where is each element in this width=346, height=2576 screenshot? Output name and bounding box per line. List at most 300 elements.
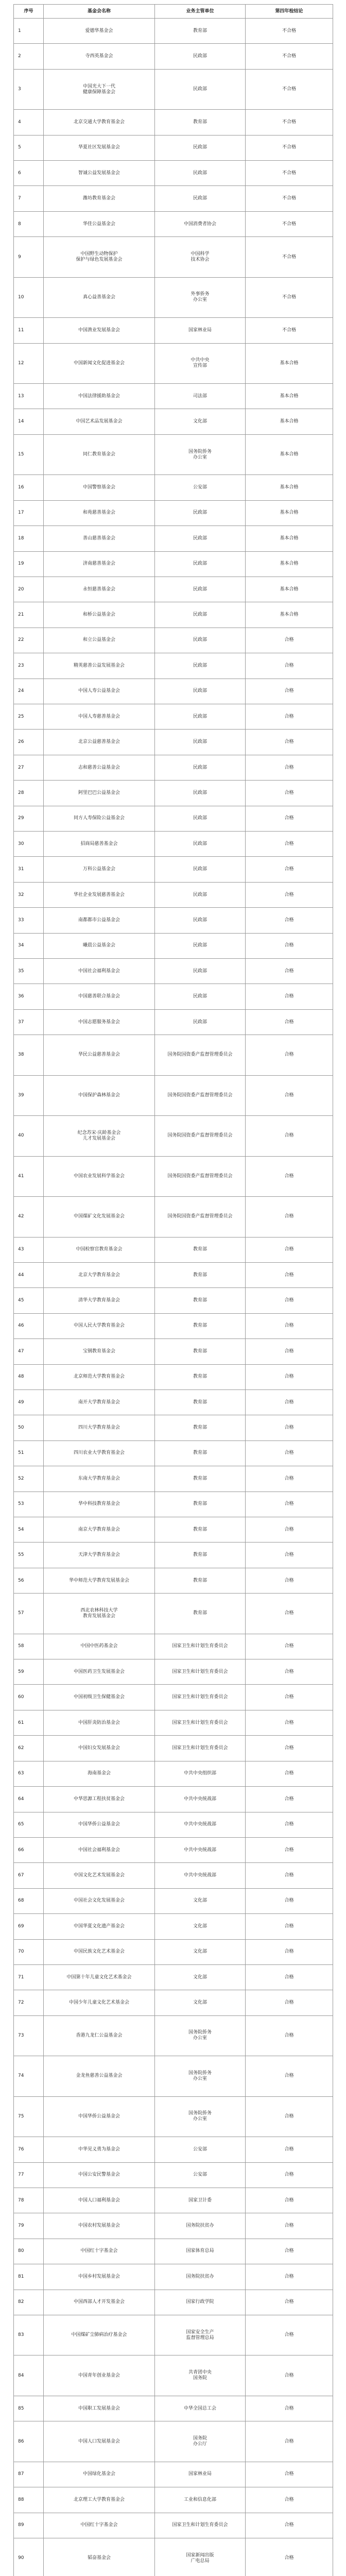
supervising-unit: 民政部 (155, 628, 246, 653)
row-number: 13 (14, 384, 44, 409)
foundation-name: 中国社会福利基金会 (44, 959, 155, 984)
inspection-result: 合格 (246, 2462, 333, 2487)
supervising-unit: 教育部 (155, 1389, 246, 1415)
inspection-result: 合格 (246, 984, 333, 1009)
row-number: 22 (14, 628, 44, 653)
supervising-unit: 民政部 (155, 161, 246, 186)
inspection-result: 合格 (246, 2538, 333, 2576)
row-number: 45 (14, 1288, 44, 1313)
table-row (14, 1492, 333, 1517)
row-number: 14 (14, 409, 44, 434)
inspection-result: 基本合格 (246, 526, 333, 551)
table-row (14, 1568, 333, 1593)
supervising-unit: 中共中央组织部 (155, 1761, 246, 1786)
table-row (14, 1364, 333, 1389)
foundation-name: 中国煤矿文化发展基金会 (44, 1197, 155, 1237)
table-row (14, 277, 333, 317)
row-number: 29 (14, 806, 44, 831)
row-number: 34 (14, 933, 44, 958)
supervising-unit: 民政部 (155, 857, 246, 882)
foundation-name: 北京交通大学教育基金会 (44, 110, 155, 135)
supervising-unit: 国家卫生和计划生育委员会 (155, 1659, 246, 1685)
table-row (14, 1939, 333, 1964)
table-row (14, 1736, 333, 1761)
supervising-unit: 文化部 (155, 1964, 246, 1990)
row-number: 12 (14, 343, 44, 383)
row-number: 11 (14, 318, 44, 343)
foundation-name: 华中师范大学教育发展基金会 (44, 1568, 155, 1593)
foundation-name: 东南大学教育基金会 (44, 1466, 155, 1492)
row-number: 52 (14, 1466, 44, 1492)
row-number: 74 (14, 2056, 44, 2096)
supervising-unit: 民政部 (155, 500, 246, 526)
row-number: 75 (14, 2096, 44, 2137)
foundation-name: 志和慈善公益基金会 (44, 755, 155, 780)
foundation-name: 南京大学教育基金会 (44, 1517, 155, 1543)
row-number: 10 (14, 277, 44, 317)
table-row (14, 161, 333, 186)
row-number: 3 (14, 69, 44, 109)
inspection-result: 不合格 (246, 110, 333, 135)
inspection-result: 合格 (246, 1812, 333, 1837)
foundation-name: 中国警察基金会 (44, 475, 155, 500)
row-number: 84 (14, 2355, 44, 2396)
inspection-result: 不合格 (246, 211, 333, 236)
row-number: 87 (14, 2462, 44, 2487)
inspection-result: 合格 (246, 1440, 333, 1466)
table-row (14, 1914, 333, 1939)
supervising-unit: 民政部 (155, 781, 246, 806)
row-number: 76 (14, 2137, 44, 2162)
inspection-result: 合格 (246, 2264, 333, 2290)
supervising-unit: 教育部 (155, 19, 246, 44)
table-row (14, 186, 333, 211)
inspection-result: 合格 (246, 1990, 333, 2015)
row-number: 62 (14, 1736, 44, 1761)
inspection-result: 合格 (246, 1736, 333, 1761)
inspection-result: 合格 (246, 1389, 333, 1415)
inspection-result: 合格 (246, 1517, 333, 1543)
foundation-name: 潍坊教育基金会 (44, 186, 155, 211)
supervising-unit: 公安部 (155, 2137, 246, 2162)
foundation-name: 北京师范大学教育基金会 (44, 1364, 155, 1389)
foundation-name: 中国农村发展基金会 (44, 2213, 155, 2239)
inspection-result: 合格 (246, 2513, 333, 2538)
table-row (14, 1964, 333, 1990)
table-row (14, 1339, 333, 1364)
inspection-result: 合格 (246, 2355, 333, 2396)
inspection-result: 基本合格 (246, 384, 333, 409)
foundation-name: 爱德华基金会 (44, 19, 155, 44)
supervising-unit: 教育部 (155, 1237, 246, 1262)
supervising-unit: 司法部 (155, 384, 246, 409)
supervising-unit: 国家行政学院 (155, 2290, 246, 2315)
foundation-name: 香港九龙仁公益基金会 (44, 2015, 155, 2056)
inspection-result: 合格 (246, 1964, 333, 1990)
row-number: 58 (14, 1634, 44, 1659)
inspection-result: 合格 (246, 1288, 333, 1313)
foundation-name: 中国医药卫生发展基金会 (44, 1659, 155, 1685)
supervising-unit: 中共中央 宣传部 (155, 343, 246, 383)
inspection-result: 合格 (246, 679, 333, 704)
foundation-name: 金龙鱼慈善公益基金会 (44, 2056, 155, 2096)
inspection-result: 基本合格 (246, 577, 333, 602)
foundation-name: 宝钢教育基金会 (44, 1339, 155, 1364)
supervising-unit: 公安部 (155, 475, 246, 500)
supervising-unit: 教育部 (155, 1466, 246, 1492)
supervising-unit: 文化部 (155, 1914, 246, 1939)
table-row (14, 384, 333, 409)
supervising-unit: 教育部 (155, 1288, 246, 1313)
row-number: 64 (14, 1787, 44, 1812)
foundation-name: 真心益善基金会 (44, 277, 155, 317)
table-row (14, 2015, 333, 2056)
supervising-unit: 民政部 (155, 806, 246, 831)
foundation-name: 万科公益基金会 (44, 857, 155, 882)
supervising-unit: 国务院扶贫办 (155, 2213, 246, 2239)
table-row (14, 2462, 333, 2487)
inspection-result: 合格 (246, 2056, 333, 2096)
row-number: 2 (14, 44, 44, 69)
supervising-unit: 国家体育总局 (155, 2239, 246, 2264)
foundation-name: 中国人寿慈善基金会 (44, 704, 155, 729)
table-row (14, 832, 333, 857)
table-row (14, 318, 333, 343)
inspection-result: 合格 (246, 959, 333, 984)
inspection-result: 合格 (246, 1237, 333, 1262)
foundation-name: 中国初级卫生保健基金会 (44, 1685, 155, 1710)
row-number: 21 (14, 602, 44, 628)
inspection-result: 基本合格 (246, 551, 333, 577)
inspection-result: 合格 (246, 1594, 333, 1634)
row-number: 70 (14, 1939, 44, 1964)
table-row (14, 679, 333, 704)
row-number: 83 (14, 2315, 44, 2355)
supervising-unit: 国家卫生和计划生育委员会 (155, 1710, 246, 1735)
table-row (14, 730, 333, 755)
supervising-unit: 国家林业局 (155, 318, 246, 343)
table-row (14, 1837, 333, 1862)
inspection-result: 不合格 (246, 69, 333, 109)
row-number: 44 (14, 1262, 44, 1287)
foundation-name: 西北农林科技大学 教育发展基金会 (44, 1594, 155, 1634)
row-number: 46 (14, 1313, 44, 1338)
inspection-result: 不合格 (246, 237, 333, 277)
table-row (14, 1313, 333, 1338)
supervising-unit: 国务院侨务 办公室 (155, 434, 246, 474)
inspection-result: 不合格 (246, 186, 333, 211)
supervising-unit: 共青团中央 国务院 (155, 2355, 246, 2396)
table-row (14, 69, 333, 109)
foundation-name: 同方人寿保险公益基金会 (44, 806, 155, 831)
foundation-name: 四川农业大学教育基金会 (44, 1440, 155, 1466)
supervising-unit: 文化部 (155, 1888, 246, 1913)
row-number: 89 (14, 2513, 44, 2538)
supervising-unit: 中国消费者协会 (155, 211, 246, 236)
supervising-unit: 公安部 (155, 2162, 246, 2188)
row-number: 41 (14, 1156, 44, 1196)
supervising-unit: 民政部 (155, 602, 246, 628)
supervising-unit: 国务院侨务 办公室 (155, 2056, 246, 2096)
foundation-name: 天津大学教育基金会 (44, 1543, 155, 1568)
inspection-result: 合格 (246, 933, 333, 958)
table-row (14, 1075, 333, 1115)
table-row (14, 211, 333, 236)
foundation-name: 中国华夏文化遗产基金会 (44, 1914, 155, 1939)
row-number: 27 (14, 755, 44, 780)
inspection-result: 合格 (246, 2396, 333, 2421)
inspection-result: 合格 (246, 2096, 333, 2137)
supervising-unit: 教育部 (155, 1568, 246, 1593)
table-row (14, 1262, 333, 1287)
supervising-unit: 教育部 (155, 1339, 246, 1364)
supervising-unit: 国务院国资委产监督管理委员会 (155, 1075, 246, 1115)
supervising-unit: 民政部 (155, 730, 246, 755)
supervising-unit: 教育部 (155, 1313, 246, 1338)
table-row (14, 908, 333, 933)
foundation-name: 中国中医药基金会 (44, 1634, 155, 1659)
supervising-unit: 民政部 (155, 679, 246, 704)
foundation-name: 中国新闻文化促进基金会 (44, 343, 155, 383)
inspection-result: 合格 (246, 2015, 333, 2056)
header-no: 序号 (14, 5, 44, 19)
foundation-name: 中国第十年儿童文化艺术基金会 (44, 1964, 155, 1990)
row-number: 4 (14, 110, 44, 135)
supervising-unit: 民政部 (155, 135, 246, 160)
inspection-result: 合格 (246, 1710, 333, 1735)
row-number: 42 (14, 1197, 44, 1237)
table-row (14, 1288, 333, 1313)
row-number: 67 (14, 1863, 44, 1888)
inspection-result: 合格 (246, 2239, 333, 2264)
row-number: 1 (14, 19, 44, 44)
row-number: 80 (14, 2239, 44, 2264)
row-number: 59 (14, 1659, 44, 1685)
inspection-result: 合格 (246, 1116, 333, 1156)
foundation-name: 同仁教育基金会 (44, 434, 155, 474)
row-number: 51 (14, 1440, 44, 1466)
row-number: 33 (14, 908, 44, 933)
row-number: 90 (14, 2538, 44, 2576)
foundation-name: 永恒慈善基金会 (44, 577, 155, 602)
table-row (14, 577, 333, 602)
row-number: 78 (14, 2188, 44, 2213)
foundation-name: 南都都市公益基金会 (44, 908, 155, 933)
foundation-name: 中国人民大学教育基金会 (44, 1313, 155, 1338)
supervising-unit: 民政部 (155, 704, 246, 729)
row-number: 79 (14, 2213, 44, 2239)
table-row (14, 2056, 333, 2096)
table-row (14, 1197, 333, 1237)
foundation-name: 中国乡村发展基金会 (44, 2264, 155, 2290)
inspection-result: 合格 (246, 2315, 333, 2355)
supervising-unit: 中共中央统战部 (155, 1787, 246, 1812)
table-row (14, 806, 333, 831)
table-row (14, 1888, 333, 1913)
inspection-result: 基本合格 (246, 475, 333, 500)
table-row (14, 1517, 333, 1543)
supervising-unit: 民政部 (155, 526, 246, 551)
foundation-name: 中国煤矿尘肺病治疗基金会 (44, 2315, 155, 2355)
supervising-unit: 国家卫生和计划生育委员会 (155, 1634, 246, 1659)
supervising-unit: 民政部 (155, 186, 246, 211)
table-row (14, 2355, 333, 2396)
inspection-result: 合格 (246, 1415, 333, 1440)
table-row (14, 704, 333, 729)
supervising-unit: 国家卫计委 (155, 2188, 246, 2213)
inspection-result: 合格 (246, 2421, 333, 2462)
row-number: 77 (14, 2162, 44, 2188)
foundation-name: 中国法律援助基金会 (44, 384, 155, 409)
foundation-name: 中国人寿公益基金会 (44, 679, 155, 704)
supervising-unit: 国务院扶贫办 (155, 2264, 246, 2290)
inspection-result: 合格 (246, 1262, 333, 1287)
inspection-result: 合格 (246, 1787, 333, 1812)
inspection-result: 基本合格 (246, 343, 333, 383)
foundation-name: 中国人口福利基金会 (44, 2188, 155, 2213)
inspection-result: 合格 (246, 882, 333, 907)
row-number: 88 (14, 2487, 44, 2513)
row-number: 71 (14, 1964, 44, 1990)
table-row (14, 1659, 333, 1685)
supervising-unit: 国家卫生和计划生育委员会 (155, 1736, 246, 1761)
row-number: 19 (14, 551, 44, 577)
table-row (14, 2162, 333, 2188)
row-number: 55 (14, 1543, 44, 1568)
row-number: 9 (14, 237, 44, 277)
foundation-name: 中国渔业发展基金会 (44, 318, 155, 343)
inspection-result: 合格 (246, 730, 333, 755)
inspection-result: 合格 (246, 653, 333, 679)
table-row (14, 2239, 333, 2264)
foundation-name: 中国社会福利基金会 (44, 1837, 155, 1862)
table-row (14, 1761, 333, 1786)
table-row (14, 19, 333, 44)
foundation-name: 纪念苏宋·庆龄基金会 儿才发展基金会 (44, 1116, 155, 1156)
table-row (14, 409, 333, 434)
supervising-unit: 国务院侨务 办公室 (155, 2015, 246, 2056)
table-row (14, 44, 333, 69)
supervising-unit: 民政部 (155, 551, 246, 577)
supervising-unit: 教育部 (155, 1262, 246, 1287)
row-number: 81 (14, 2264, 44, 2290)
inspection-result: 合格 (246, 1075, 333, 1115)
row-number: 40 (14, 1116, 44, 1156)
supervising-unit: 民政部 (155, 882, 246, 907)
row-number: 37 (14, 1009, 44, 1035)
supervising-unit: 民政部 (155, 908, 246, 933)
row-number: 8 (14, 211, 44, 236)
inspection-result: 合格 (246, 1313, 333, 1338)
supervising-unit: 国务院 办公厅 (155, 2421, 246, 2462)
inspection-result: 不合格 (246, 318, 333, 343)
table-row (14, 1466, 333, 1492)
supervising-unit: 中共中央统战部 (155, 1812, 246, 1837)
supervising-unit: 国家卫生和计划生育委员会 (155, 2513, 246, 2538)
table-row (14, 1389, 333, 1415)
row-number: 5 (14, 135, 44, 160)
supervising-unit: 中共中央统战部 (155, 1863, 246, 1888)
inspection-result: 不合格 (246, 135, 333, 160)
table-row (14, 343, 333, 383)
inspection-result: 合格 (246, 704, 333, 729)
inspection-result: 基本合格 (246, 500, 333, 526)
table-row (14, 2513, 333, 2538)
inspection-result: 合格 (246, 1914, 333, 1939)
table-row (14, 628, 333, 653)
foundation-name: 和立公益基金会 (44, 628, 155, 653)
table-row (14, 237, 333, 277)
row-number: 61 (14, 1710, 44, 1735)
inspection-result: 合格 (246, 1492, 333, 1517)
row-number: 47 (14, 1339, 44, 1364)
supervising-unit: 中共中央统战部 (155, 1837, 246, 1862)
header-name: 基金会名称 (44, 5, 155, 19)
foundation-inspection-table (13, 4, 333, 2576)
inspection-result: 不合格 (246, 19, 333, 44)
row-number: 53 (14, 1492, 44, 1517)
row-number: 7 (14, 186, 44, 211)
supervising-unit: 教育部 (155, 1492, 246, 1517)
row-number: 25 (14, 704, 44, 729)
supervising-unit: 民政部 (155, 984, 246, 1009)
row-number: 23 (14, 653, 44, 679)
inspection-result: 合格 (246, 628, 333, 653)
table-row (14, 2396, 333, 2421)
inspection-result: 不合格 (246, 277, 333, 317)
inspection-result: 合格 (246, 755, 333, 780)
foundation-name: 中国民族文化艺术基金会 (44, 1939, 155, 1964)
supervising-unit: 国务院国资委产监督管理委员会 (155, 1156, 246, 1196)
supervising-unit: 国务院国资委产监督管理委员会 (155, 1197, 246, 1237)
supervising-unit: 民政部 (155, 44, 246, 69)
inspection-result: 合格 (246, 2137, 333, 2162)
row-number: 73 (14, 2015, 44, 2056)
foundation-name: 韬奋基金会 (44, 2538, 155, 2576)
inspection-result: 合格 (246, 1568, 333, 1593)
header-dept: 业务主管单位 (155, 5, 246, 19)
table-row (14, 857, 333, 882)
table-row (14, 602, 333, 628)
foundation-name: 中国社会文化发展基金会 (44, 1888, 155, 1913)
foundation-name: 中国华侨公益基金会 (44, 2096, 155, 2137)
table-row (14, 1787, 333, 1812)
inspection-result: 合格 (246, 1364, 333, 1389)
inspection-result: 合格 (246, 2188, 333, 2213)
inspection-result: 合格 (246, 832, 333, 857)
foundation-name: 中国保护森林基金会 (44, 1075, 155, 1115)
supervising-unit: 国务院侨务 办公室 (155, 2096, 246, 2137)
table-row (14, 984, 333, 1009)
inspection-result: 合格 (246, 1761, 333, 1786)
foundation-name: 中国妇女发展基金会 (44, 1736, 155, 1761)
inspection-result: 基本合格 (246, 602, 333, 628)
table-header-row (14, 5, 333, 19)
inspection-result: 合格 (246, 857, 333, 882)
row-number: 68 (14, 1888, 44, 1913)
foundation-name: 中国职工发展基金会 (44, 2396, 155, 2421)
supervising-unit: 文化部 (155, 1939, 246, 1964)
inspection-result: 合格 (246, 908, 333, 933)
table-row (14, 959, 333, 984)
foundation-name: 招商局慈善基金会 (44, 832, 155, 857)
foundation-name: 中国慈善联合基金会 (44, 984, 155, 1009)
table-row (14, 1710, 333, 1735)
inspection-result: 合格 (246, 1156, 333, 1196)
supervising-unit: 国务院国资委产监督管理委员会 (155, 1116, 246, 1156)
foundation-name: 中国西部人才开发基金会 (44, 2290, 155, 2315)
supervising-unit: 民政部 (155, 577, 246, 602)
